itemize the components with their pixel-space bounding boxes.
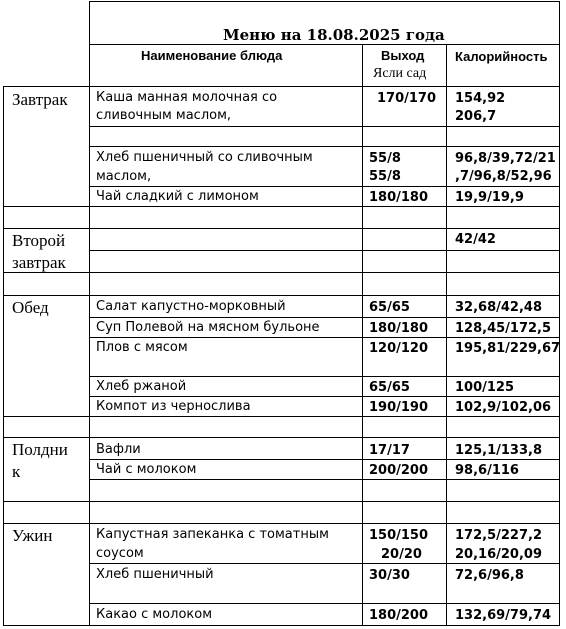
dish-yield: 190/190	[369, 400, 429, 415]
dish-calories: 128,45/172,5	[455, 321, 552, 336]
header-dish-name: Наименование блюда	[141, 48, 283, 63]
row-border	[3, 523, 560, 524]
row-border	[3, 272, 560, 273]
row-border	[3, 625, 560, 626]
dish-calories: 20,16/20,09	[455, 547, 542, 562]
dish-name: соусом	[96, 546, 144, 561]
column-border	[362, 44, 363, 626]
row-border	[3, 295, 560, 296]
dish-name: Чай с молоком	[96, 462, 197, 477]
dish-calories: 98,6/116	[455, 463, 519, 478]
row-border	[89, 44, 560, 45]
column-border	[3, 86, 4, 626]
dish-name: Каша манная молочная со	[96, 90, 278, 105]
dish-yield: 180/180	[369, 190, 429, 205]
meal-label-snack: Полдни	[12, 440, 68, 459]
dish-name: Хлеб ржаной	[96, 379, 187, 394]
dish-name: Плов с мясом	[96, 340, 188, 355]
row-border	[3, 228, 560, 229]
dish-yield: 55/8	[369, 169, 401, 184]
dish-name: Салат капустно-морковный	[96, 299, 286, 314]
dish-yield: 30/30	[369, 568, 410, 583]
dish-name: маслом,	[96, 169, 152, 184]
row-border	[89, 1, 560, 2]
row-border	[89, 250, 560, 251]
dish-name: сливочным маслом,	[96, 108, 232, 123]
dish-yield: 55/8	[369, 151, 401, 166]
dish-calories: 42/42	[455, 232, 496, 247]
dish-calories: 206,7	[455, 109, 497, 124]
dish-calories: 132,69/79,74	[455, 608, 552, 623]
dish-yield: 200/200	[369, 463, 429, 478]
dish-yield: 120/120	[369, 341, 429, 356]
header-yield-subtitle: Ясли сад	[373, 66, 427, 81]
dish-name: Чай сладкий с лимоном	[96, 189, 259, 204]
meal-label-dinner: Ужин	[12, 526, 53, 545]
menu-title: Меню на 18.08.2025 года	[223, 26, 445, 44]
header-calories: Калорийность	[455, 49, 548, 64]
meal-label-snack: к	[12, 462, 21, 481]
column-border	[89, 1, 90, 626]
dish-calories: 100/125	[455, 380, 515, 395]
meal-label-second-breakfast: Второй	[12, 231, 66, 250]
dish-yield: 170/170	[377, 91, 437, 106]
dish-name: Вафли	[96, 442, 141, 457]
meal-label-breakfast: Завтрак	[12, 90, 68, 109]
row-border	[89, 603, 560, 604]
dish-yield: 65/65	[369, 380, 410, 395]
dish-calories: ,7/96,8/52,96	[455, 169, 552, 184]
dish-calories: 195,81/229,67	[455, 341, 561, 356]
dish-name: Компот из чернослива	[96, 399, 251, 414]
dish-calories: 125,1/133,8	[455, 443, 542, 458]
column-border	[446, 44, 447, 626]
dish-name: Капустная запеканка с томатным	[96, 527, 329, 542]
dish-name: Какао с молоком	[96, 607, 213, 622]
row-border	[3, 86, 560, 87]
dish-yield: 180/180	[369, 321, 429, 336]
dish-yield: 150/150	[369, 528, 429, 543]
dish-calories: 19,9/19,9	[455, 190, 524, 205]
header-yield: Выход	[381, 48, 425, 63]
row-border	[3, 437, 560, 438]
dish-calories: 72,6/96,8	[455, 568, 524, 583]
dish-calories: 172,5/227,2	[455, 528, 542, 543]
dish-yield: 180/200	[369, 608, 429, 623]
dish-calories: 96,8/39,72/21	[455, 151, 556, 166]
row-border	[89, 126, 560, 127]
dish-name: Хлеб пшеничный со сливочным	[96, 150, 313, 165]
dish-name: Суп Полевой на мясном бульоне	[96, 320, 320, 335]
meal-label-second-breakfast: завтрак	[12, 253, 66, 272]
dish-name: Хлеб пшеничный	[96, 567, 214, 582]
meal-label-lunch: Обед	[12, 298, 49, 317]
dish-yield: 65/65	[369, 300, 410, 315]
row-border	[89, 146, 560, 147]
row-border	[3, 501, 560, 502]
dish-yield: 20/20	[381, 547, 422, 562]
dish-calories: 154,92	[455, 91, 506, 106]
column-border	[559, 1, 560, 626]
dish-calories: 32,68/42,48	[455, 300, 542, 315]
dish-calories: 102,9/102,06	[455, 400, 552, 415]
dish-yield: 17/17	[369, 443, 410, 458]
